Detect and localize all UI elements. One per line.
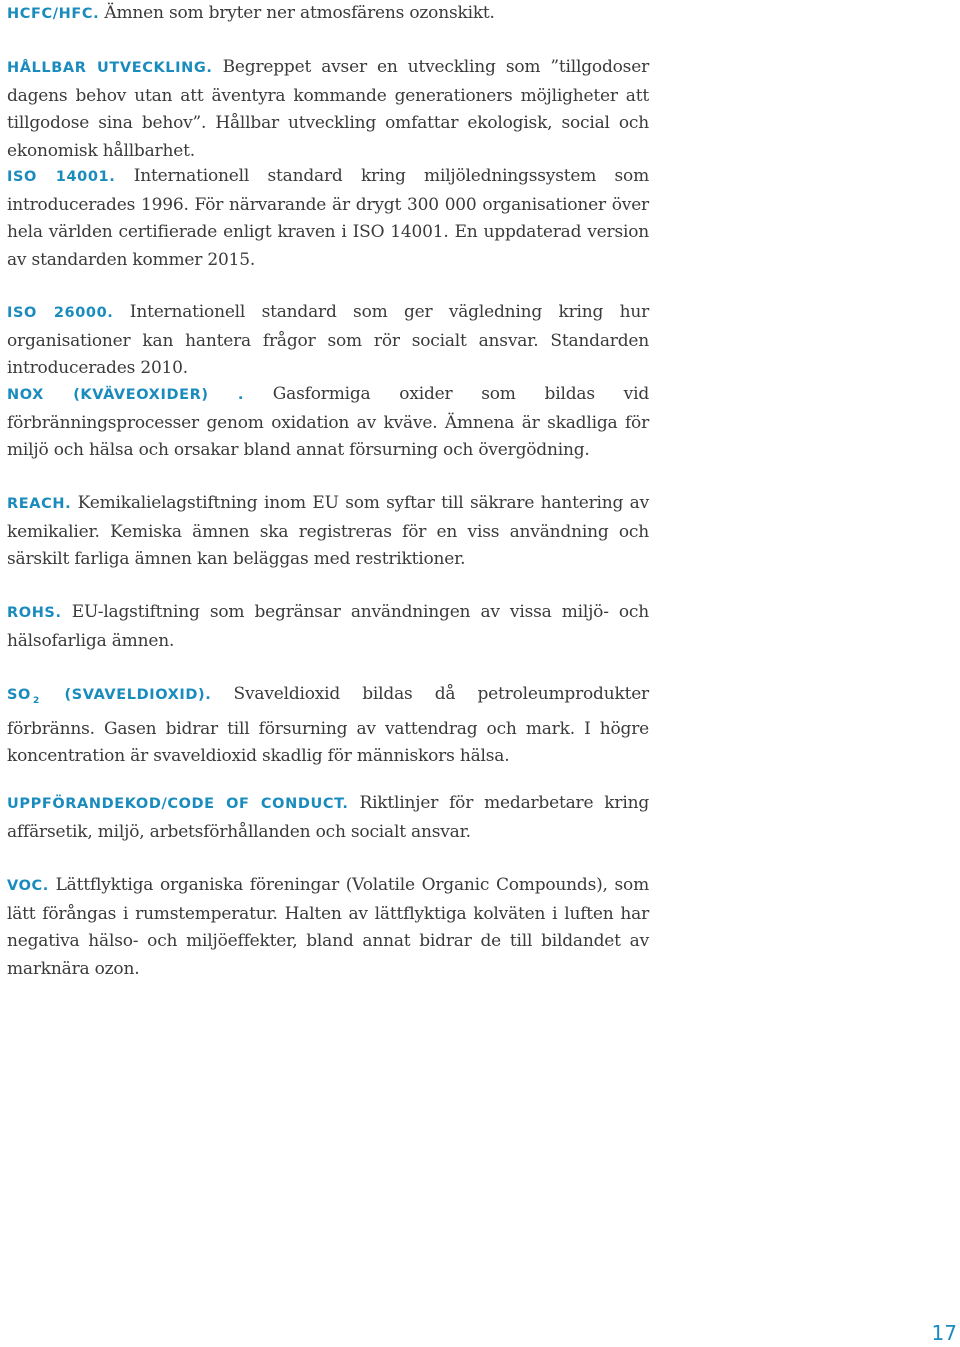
glossary-definition: Internationell standard kring miljöledningssystem som introducerades 1996. För närvarande är drygt 300 000 organisationer över hela världen certifierade enligt kraven i ISO 14001. En uppdaterad version av standarden kommer 2015. <box>7 166 649 270</box>
glossary-definition: Kemikalielagstiftning inom EU som syftar till säkrare hantering av kemikalier. Kemiska ämnen ska registreras för en viss användning och särskilt farliga ämnen kan beläggas med restriktioner. <box>7 493 649 569</box>
glossary-entry-hcfc <box>7 0 649 29</box>
glossary-term-prefix: SO <box>7 687 31 703</box>
glossary-definition: Svaveldioxid bildas då petroleumprodukter förbränns. Gasen bidrar till försurning av vattendrag och mark. I högre koncentration är svaveldioxid skadlig för människors hälsa. <box>7 684 649 766</box>
glossary-term: HÅLLBAR UTVECKLING. <box>7 60 213 76</box>
glossary-entry-nox <box>7 381 649 465</box>
glossary-definition: Ämnen som bryter ner atmosfärens ozonskikt. <box>99 3 495 23</box>
glossary-term <box>7 687 212 706</box>
glossary-entry-hallbar-utveckling <box>7 54 649 165</box>
glossary-term: UPPFÖRANDEKOD/CODE OF CONDUCT. <box>7 796 349 812</box>
glossary-term-suffix: (SVAVELDIOXID). <box>64 687 212 703</box>
glossary-entry-iso-26000 <box>7 299 649 383</box>
glossary-entry-rohs <box>7 599 649 655</box>
glossary-term: ISO 14001. <box>7 169 116 185</box>
glossary-term: ROHS. <box>7 605 62 621</box>
glossary-term: ISO 26000. <box>7 305 114 321</box>
glossary-definition: Gasformiga oxider som bildas vid förbränningsprocesser genom oxidation av kväve. Ämnena är skadliga för miljö och hälsa och orsakar bland annat försurning och övergödning. <box>7 384 649 460</box>
glossary-term: HCFC/HFC. <box>7 6 100 22</box>
glossary-term: NOX (KVÄVEOXIDER) . <box>7 387 244 403</box>
glossary-term: REACH. <box>7 496 72 512</box>
glossary-definition: Lättflyktiga organiska föreningar (Volatile Organic Compounds), som lätt förångas i rumstemperatur. Halten av lättflyktiga kolväten i luften har negativa hälso- och miljöeffekter, bland annat bidrar de till bildandet av marknära ozon. <box>7 875 649 979</box>
glossary-entry-iso-14001 <box>7 163 649 274</box>
glossary-definition: Begreppet avser en utveckling som ”tillgodoser dagens behov utan att äventyra kommande generationers möjligheter att tillgodose sina behov”. Hållbar utveckling omfattar ekologisk, social och ekonomisk hållbarhet. <box>7 57 649 161</box>
glossary-definition: Riktlinjer för medarbetare kring affärsetik, miljö, arbetsförhållanden och socialt ansvar. <box>7 793 649 842</box>
glossary-definition: Internationell standard som ger vägledning kring hur organisationer kan hantera frågor som rör socialt ansvar. Standarden introducerades 2010. <box>7 302 649 378</box>
glossary-term-subscript: 2 <box>32 696 40 706</box>
glossary-definition: EU-lagstiftning som begränsar användningen av vissa miljö- och hälsofarliga ämnen. <box>7 602 649 651</box>
glossary-entry-reach <box>7 490 649 574</box>
glossary-entry-voc <box>7 872 649 983</box>
page-number: 17 <box>931 1321 957 1345</box>
glossary-entry-so2 <box>7 681 649 771</box>
glossary-term: VOC. <box>7 878 49 894</box>
glossary-entry-uppforandekod <box>7 790 649 846</box>
